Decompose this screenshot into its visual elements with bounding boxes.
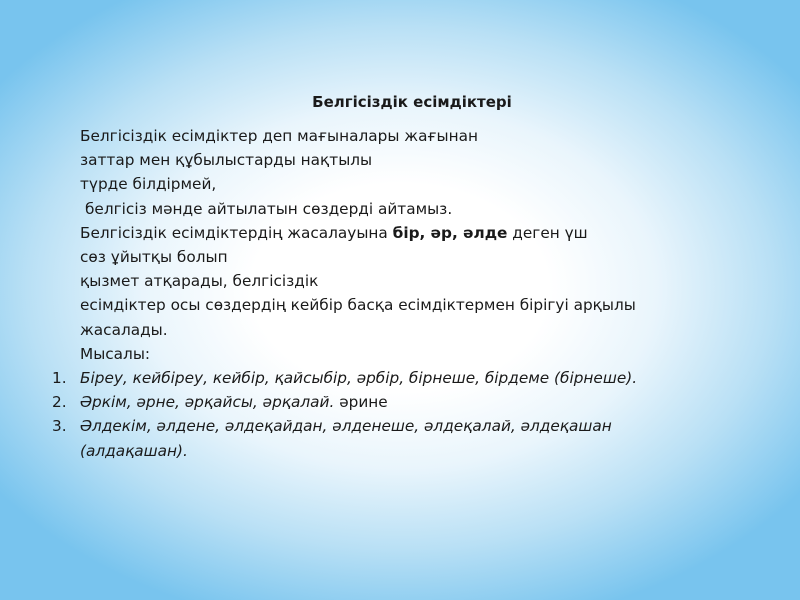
slide-title: Белгісіздік есімдіктері bbox=[312, 93, 512, 111]
formation-line: жасалады. bbox=[80, 320, 168, 339]
example-text-plain: әрине bbox=[334, 393, 388, 412]
examples-label: Мысалы: bbox=[80, 344, 151, 363]
formation-prefix: Белгісіздік есімдіктердің жасалауына bbox=[80, 223, 393, 242]
paragraph-line: заттар мен құбылыстарды нақтылы bbox=[80, 151, 373, 170]
slide-body bbox=[52, 124, 760, 463]
example-number: 1. bbox=[52, 369, 67, 388]
paragraph-line: Белгісіздік есімдіктер деп мағыналары жағынан bbox=[80, 127, 478, 145]
formation-line: қызмет атқарады, белгісіздік bbox=[80, 272, 319, 291]
example-item bbox=[52, 366, 760, 390]
example-item-continuation: (алдақашан). bbox=[80, 441, 188, 460]
example-item bbox=[52, 390, 760, 414]
paragraph-line: белгісіз мәнде айтылатын сөздерді айтамыз. bbox=[85, 199, 453, 218]
example-text: Біреу, кейбіреу, кейбір, қайсыбір, әрбір, бірнеше, бірдеме (бірнеше). bbox=[80, 369, 638, 388]
example-item bbox=[52, 414, 760, 438]
formation-line: сөз ұйытқы болып bbox=[80, 248, 228, 267]
formation-line bbox=[80, 221, 760, 245]
formation-bold-words: бір, әр, әлде bbox=[392, 223, 508, 242]
formation-line: есімдіктер осы сөздердің кейбір басқа есімдіктермен бірігуі арқылы bbox=[80, 296, 636, 315]
paragraph-line: түрде білдірмей, bbox=[80, 175, 217, 194]
example-number: 3. bbox=[52, 417, 67, 436]
formation-suffix: деген үш bbox=[507, 223, 588, 242]
example-number: 2. bbox=[52, 393, 67, 412]
example-text: Әркім, әрне, әрқайсы, әрқалай. bbox=[80, 393, 335, 412]
example-text: Әлдекім, әлдене, әлдеқайдан, әлденеше, әлдеқалай, әлдеқашан bbox=[80, 417, 612, 436]
